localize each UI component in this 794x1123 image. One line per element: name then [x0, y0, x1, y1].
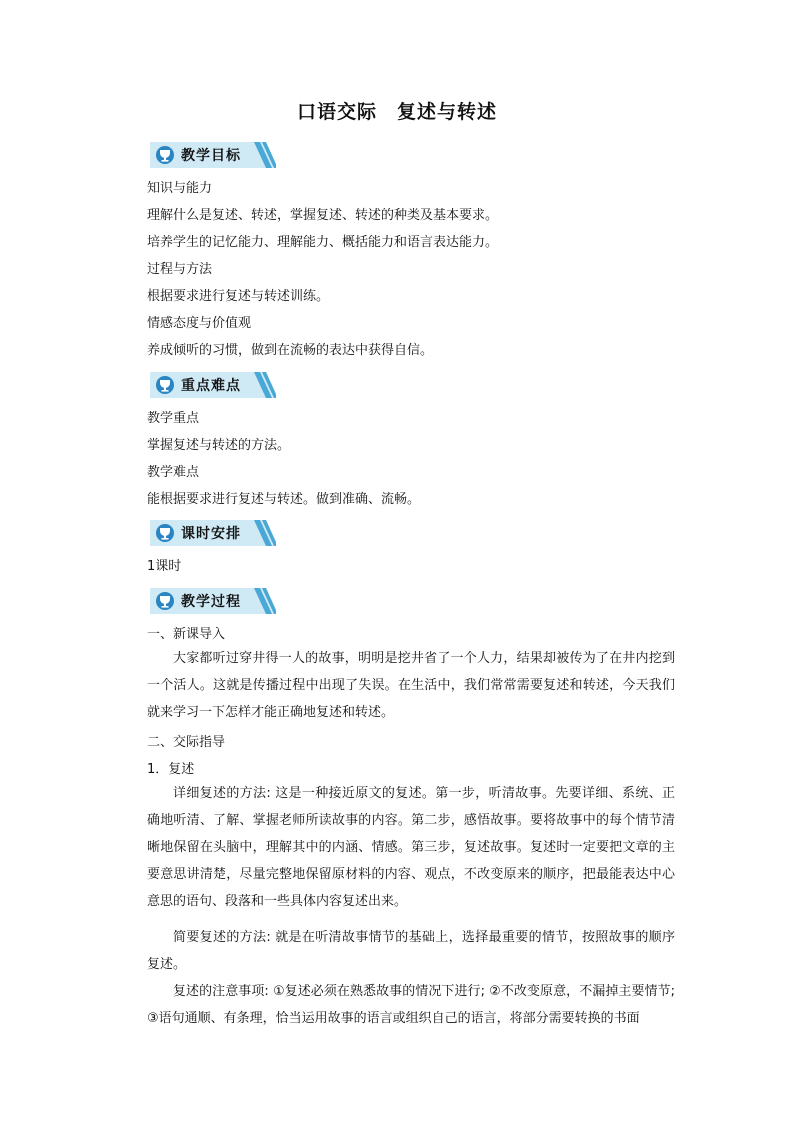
- key-line: 掌握复述与转述的方法。: [147, 438, 291, 453]
- key-subheading-focus: 教学重点: [147, 411, 200, 426]
- section-header-process: [150, 588, 276, 614]
- goal-subheading-attitude: 情感态度与价值观: [147, 316, 252, 331]
- process-heading-retell: 1．复述: [147, 762, 195, 777]
- goal-line: 养成倾听的习惯，做到在流畅的表达中获得自信。: [147, 343, 434, 358]
- key-subheading-difficulty: 教学难点: [147, 465, 200, 480]
- section-title-process: 教学过程: [181, 594, 241, 610]
- goal-subheading-knowledge: 知识与能力: [147, 181, 213, 196]
- process-heading-guidance: 二、交际指导: [147, 735, 226, 750]
- process-paragraph: 简要复述的方法: 就是在听清故事情节的基础上，选择最重要的情节，按照故事的顺序复述。: [147, 930, 675, 972]
- time-line: 1课时: [147, 559, 182, 574]
- section-title-goal: 教学目标: [181, 148, 241, 164]
- goal-line: 培养学生的记忆能力、理解能力、概括能力和语言表达能力。: [147, 235, 499, 250]
- process-heading-intro: 一、新课导入: [147, 627, 226, 642]
- key-line: 能根据要求进行复述与转述。做到准确、流畅。: [147, 492, 421, 507]
- goal-line: 根据要求进行复述与转述训练。: [147, 289, 330, 304]
- section-title-key: 重点难点: [181, 378, 241, 394]
- goal-line: 理解什么是复述、转述，掌握复述、转述的种类及基本要求。: [147, 208, 499, 223]
- process-paragraph: 复述的注意事项: ①复述必须在熟悉故事的情况下进行; ②不改变原意，不漏掉主要情节; ③语句通顺、有条理，恰当运用故事的语言或组织自己的语言，将部分需要转换的书面: [147, 984, 675, 1026]
- section-title-time: 课时安排: [181, 526, 241, 542]
- section-header-goal: [150, 142, 276, 168]
- process-paragraph: 详细复述的方法: 这是一种接近原文的复述。第一步，听清故事。先要详细、系统、正确地听清、了解、掌握老师所读故事的内容。第二步，感悟故事。要将故事中的每个情节清晰地保留在头脑中，理解其中的内涵、情感。第三步，复述故事。复述时一定要把文章的主要意思讲清楚，尽量完整地保留原材料的内容、观点，不改变原来的顺序，把最能表达中心意思的语句、段落和一些具体内容复述出来。: [147, 786, 675, 909]
- goal-subheading-process: 过程与方法: [147, 262, 213, 277]
- section-header-key: [150, 372, 276, 398]
- section-header-time: [150, 520, 276, 546]
- process-paragraph: 大家都听过穿井得一人的故事，明明是挖井省了一个人力，结果却被传为了在井内挖到一个活人。这就是传播过程中出现了失误。在生活中，我们常常需要复述和转述，今天我们就来学习一下怎样才能正确地复述和转述。: [147, 651, 675, 720]
- page-title: 口语交际 复述与转述: [296, 101, 497, 123]
